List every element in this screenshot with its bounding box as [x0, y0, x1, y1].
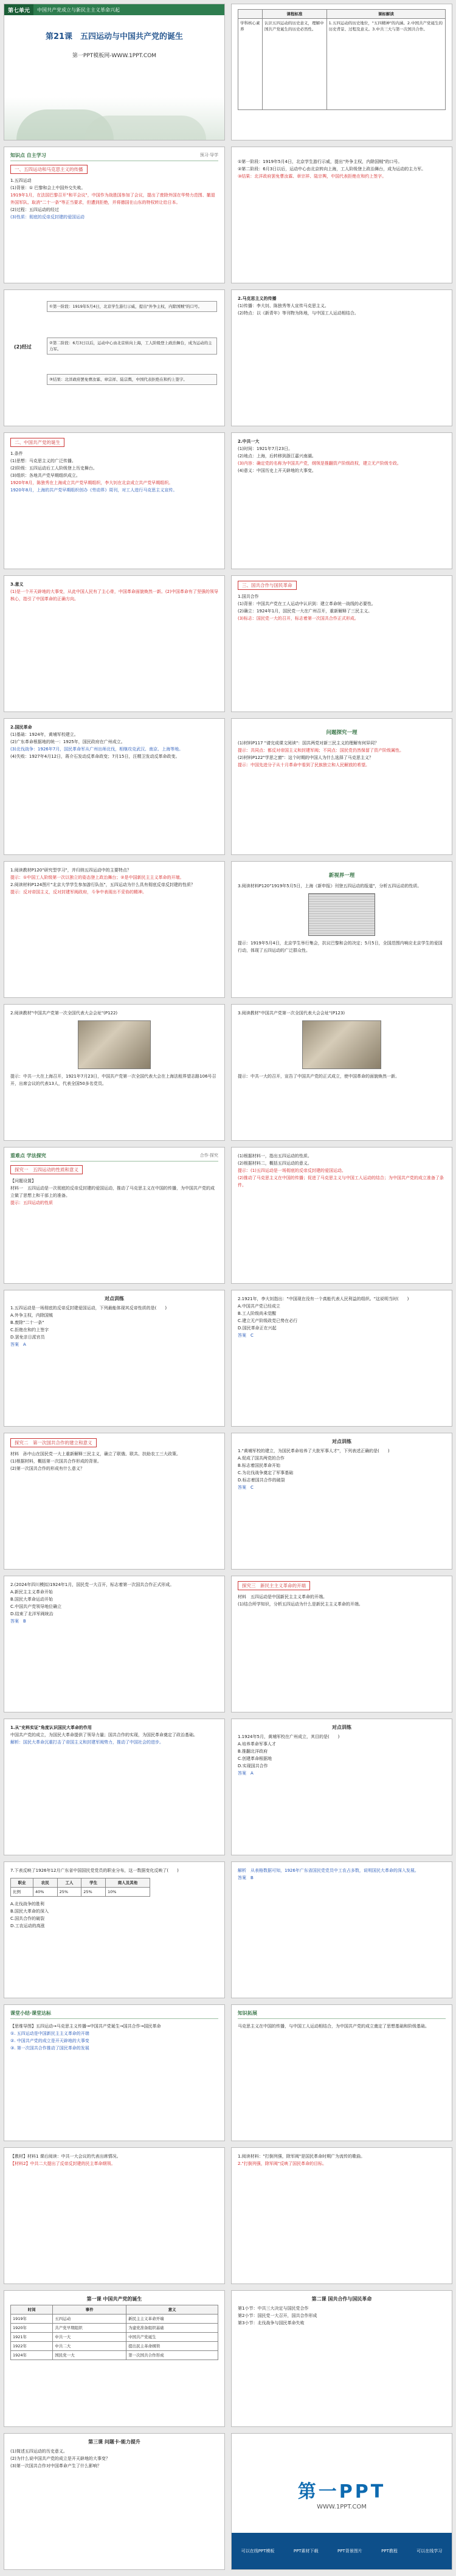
- table-row: [11, 2315, 218, 2324]
- row-17: [0, 2290, 456, 2427]
- summary-head-title: 课堂小结·课堂达标: [10, 2010, 52, 2016]
- revolution-slide: [4, 718, 225, 855]
- practice-q1-opt-d[interactable]: D.罢免亲日派官员: [10, 1335, 45, 1340]
- row-read: 1.五四运动的历史地位，"五四精神"的内涵。2.中国共产党诞生的历史背景、过程及意义。3.中共三大与第一次国共合作。: [326, 19, 445, 110]
- ex4-item-1: 中国共产党的成立，为国民大革命提供了领导力量；国共合作的实现，为国民革命奠定了政治基础。: [10, 1733, 198, 1737]
- box-title-2: 二、中国共产党的诞生: [10, 438, 64, 447]
- newspaper-answer: 提示：1919年5月4日，北京学生举行集会，抗议巴黎和会的决定；5月5日，全国范围内响应北京学生的爱国行动，体现了五四运动的广泛群众性。: [238, 941, 443, 953]
- read-item-3: 提示：反对帝国主义，反对封建军阀政府，斗争中表现出不妥协的精神。: [10, 890, 147, 895]
- td-1: 40%: [33, 1888, 57, 1897]
- lesson3-head: 第三课 问题卡·能力提升: [88, 2439, 140, 2445]
- ex1r-item-2: 提示：(1)五四运动是一场彻底的反帝反封建的爱国运动。: [238, 1168, 346, 1173]
- l3-item-1: (2)为什么说中国共产党的成立是开天辟地的大事变？: [10, 2456, 110, 2461]
- ex1r-item-3: (2)推动了马克思主义在中国的传播；促进了马克思主义与中国工人运动的结合；为中国共产党的成立准备了条件。: [238, 1175, 444, 1188]
- ex4-item-2: 解析：国民大革命沉重打击了帝国主义和封建军阀势力，推动了中国社会的进步。: [10, 1740, 164, 1745]
- practice-slide-5: [231, 1719, 452, 1855]
- meaning-slide: [4, 575, 225, 712]
- explore-slide-4: [4, 1719, 225, 1855]
- practice-slide-3: [231, 1433, 452, 1570]
- extension-slide: [231, 2004, 452, 2141]
- summary2-slide: [4, 2147, 225, 2284]
- p5-opt-d[interactable]: D.实现国共合作: [238, 1764, 268, 1768]
- site-slide-1: [4, 1004, 225, 1141]
- p4-opt-a[interactable]: A.新民主主义革命开始: [10, 1590, 53, 1594]
- th-1: 农民: [33, 1878, 57, 1888]
- q-item-1: 提示：共同点：都反对帝国主义和封建军阀；不同点：国民党仍然保留了资产阶级属性。: [238, 748, 404, 753]
- l2-item-1: 第2小节：国民党一大召开，国共合作形成: [238, 2313, 317, 2318]
- ex4-item-0: 1.从"史料实证"角度认识国民大革命的作用: [10, 1725, 92, 1730]
- knowledge-slide-1b: [231, 147, 452, 283]
- explore-slide-3: [231, 1576, 452, 1712]
- cpc1-title: 2.中共一大: [238, 439, 260, 444]
- k3-item-3: (3)组织：各地共产党早期组织成立。: [10, 473, 80, 478]
- box-title: 一、五四运动和马克思主义的传播: [10, 165, 88, 174]
- practice-slide-2: [231, 1290, 452, 1427]
- practice-q1: 1.五四运动是一场彻底的反帝反封建爱国运动，下列最能体现其反帝性质的是( ): [10, 1306, 167, 1311]
- rev-item-0: (1)基础：1924年，黄埔军校建立。: [10, 732, 78, 737]
- p5-item-0: 1.1924年5月，黄埔军校在广州成立，其目的是( ): [238, 1734, 340, 1739]
- lesson2-head: 第二课 国共合作与国民革命: [311, 2296, 372, 2302]
- ex2-item-0: 材料 孙中山在国民党一大上重新解释三民主义，确立了联俄、联共、扶助农工三大政策。: [10, 1452, 181, 1456]
- row-16: [0, 2147, 456, 2284]
- extension-head: [238, 2010, 446, 2019]
- explore-head-sub: 合作·探究: [199, 1153, 218, 1158]
- marxism-slide: [231, 289, 452, 426]
- occupation-table: [10, 1878, 150, 1897]
- ex1r-item-1: (2)根据材料二，概括五四运动的意义。: [238, 1161, 312, 1166]
- explore3-box: 探究三 新民主主义革命的开端: [238, 1581, 310, 1590]
- k1-item-0: 1.五四运动: [10, 178, 32, 183]
- p3-opt-b[interactable]: B.标志着国民革命开始: [238, 1463, 281, 1468]
- sum-item-2: ②. 中国共产党的成立是开天辟地的大事变: [10, 2038, 89, 2043]
- rev-item-3: (4)失败：1927年4月12日，蒋介石发动反革命政变；7月15日，汪精卫发动反革命政变。: [10, 754, 180, 759]
- mind-node-2: ③结果：北洋政府罢免曹汝霖、章宗祥、陆宗舆，中国代表拒绝在和约上签字。: [47, 374, 217, 385]
- k2-line-0: ①第一阶段：1919年5月4日，北京学生游行示威，提出"外争主权，内除国贼"的口号。: [238, 159, 402, 164]
- row-std: 认识五四运动的历史意义，理解中国共产党诞生的历史必然性。: [263, 19, 327, 110]
- ex2-item-2: (2)第一次国共合作的形成有什么意义？: [10, 1466, 85, 1471]
- newspaper-text: 3.阅读材料P120"1919年5月5日，上海《新申报》刊登五四运动的报道"，分析五四运动的性质。: [238, 884, 422, 888]
- l1-th-1: 事件: [53, 2305, 126, 2315]
- lesson2-slide: [231, 2290, 452, 2427]
- td-4: 10%: [105, 1888, 150, 1897]
- unit-text: 中国共产党成立与新民主主义革命兴起: [37, 7, 120, 13]
- sum2-item-0: 【教材】材料1 课后阅读：中共一大会议的代表出席情况。: [10, 2154, 121, 2159]
- standards-slide: [231, 4, 452, 140]
- sum2b-item-1: 2."打倒列强，除军阀"反映了国民革命的目标。: [238, 2161, 327, 2166]
- row-2: [0, 147, 456, 283]
- k1-item-3: (2)过程：五四运动的经过: [10, 207, 59, 212]
- table-row: [11, 2333, 218, 2342]
- col-blank: [238, 10, 263, 19]
- row-5: [0, 575, 456, 712]
- k3-item-0: 1.条件: [10, 451, 23, 456]
- lesson1-table: [10, 2305, 218, 2360]
- p5-opt-c[interactable]: C.创建革命根据地: [238, 1756, 272, 1761]
- row-4: [0, 432, 456, 569]
- l1-th-0: 时间: [11, 2305, 53, 2315]
- row-8: [0, 1004, 456, 1141]
- l3-item-0: (1)简述五四运动的历史意义。: [10, 2449, 67, 2454]
- k2-line-2: ③结果：北洋政府罢免曹汝霖、章宗祥、陆宗舆，中国代表拒绝在和约上签字。: [238, 174, 387, 179]
- td-0: 比例: [11, 1888, 33, 1897]
- lesson1-table-slide: [4, 2290, 225, 2427]
- site1-text: 2.阅读教材"中国共产党第一次全国代表大会会址"(P122): [10, 1011, 118, 1016]
- p3-item-0: 1."黄埔军校的建立，为国民革命培养了大批军事人才"，下列表述正确的是( ): [238, 1449, 390, 1453]
- ta-item-1: 答案 B: [238, 1875, 254, 1880]
- cover-decoration: [4, 97, 224, 140]
- ex1-item-0: 【问题设置】: [10, 1179, 36, 1183]
- extension-text: 马克思主义在中国的传播，与中国工人运动相结合，为中国共产党的成立奠定了思想基础和阶级基础。: [238, 2024, 429, 2029]
- row-1: [0, 4, 456, 140]
- l3-item-2: (3)第一次国共合作对中国革命产生了什么影响？: [10, 2463, 102, 2468]
- ex1-item-1: 材料一 五四运动是一次彻底的反帝反封建的爱国运动，推动了马克思主义在中国的传播，为中国共产党的成立做了思想上和干部上的准备。: [10, 1186, 215, 1198]
- box-title-3: 三、国共合作与国民革命: [238, 581, 297, 590]
- read-item-0: 1.阅读教材P120"研究型学习"，并归纳五四运动中的主要特点？: [10, 868, 131, 873]
- mind-node-1: ②第二阶段：6月3日以后，运动中心由北京转向上海，工人阶级登上政治舞台，成为运动的主力军。: [47, 338, 217, 355]
- explore-slide-1b: [231, 1147, 452, 1284]
- mind-slide: [4, 289, 225, 426]
- q-item-0: (1)材料P117 "请完成课文阅读"：国共两党对新三民主义的理解有何异同？: [238, 741, 379, 746]
- sum2-item-1: 【材料2】中共二大提出了反帝反封建的民主革命纲领。: [10, 2161, 116, 2166]
- cpc1-item-1: (2)地点：上海，后转移到浙江嘉兴南湖。: [238, 454, 316, 459]
- cell: 第一次国共合作形成: [126, 2351, 218, 2360]
- cell: 提出民主革命纲领: [126, 2342, 218, 2351]
- ex1-item-2: 提示：五四运动的性质: [10, 1200, 53, 1205]
- site2-text: 3.阅读教材"中国共产党第一次全国代表大会会址"(P123): [238, 1011, 345, 1016]
- rev-item-2: (3)北伐战争：1926年7月，国民革命军从广州出师北伐，相继攻克武汉、南京、上海等地。: [10, 747, 184, 752]
- marxism-item-1: (2)特点：以《新青年》等刊物为阵地，与中国工人运动相结合。: [238, 311, 359, 316]
- lesson1-head: 第一课 中国共产党的诞生: [86, 2296, 142, 2302]
- lesson3-slide: [4, 2433, 225, 2570]
- cell: 中共一大: [53, 2333, 126, 2342]
- sum2b-item-0: 1.阅读材料："打倒列强，除军阀"是国民革命时期广为流传的歌曲。: [238, 2154, 365, 2159]
- site1-image: [78, 1020, 151, 1069]
- rev-item-1: (2)广东革命根据地的统一：1925年，国民政府在广州成立。: [10, 739, 125, 744]
- ppt-link[interactable]: 第一PPT模板网-WWW.1PPT.COM: [72, 53, 157, 59]
- question-slide: [231, 718, 452, 855]
- explore-slide-1: [4, 1147, 225, 1284]
- practice-q1-opt-c[interactable]: C.拒绝在和约上签字: [10, 1328, 49, 1332]
- q-item-3: 提示：中国先进分子从十月革命中看到了民族独立和人民解放的希望。: [238, 763, 370, 767]
- tq-opt-a[interactable]: A.北伐战争的胜利: [10, 1902, 44, 1906]
- cell: 五四运动: [53, 2315, 126, 2324]
- l1-th-2: 意义: [126, 2305, 218, 2315]
- summary-slide: [4, 2004, 225, 2141]
- row-11: [0, 1433, 456, 1570]
- coop-item-3: (3)标志：国民党一大的召开，标志着第一次国共合作正式形成。: [238, 616, 359, 621]
- section-sub: 预习·导学: [199, 153, 218, 158]
- cpc1-item-0: (1)时间：1921年7月23日。: [238, 446, 293, 451]
- p4-opt-d[interactable]: D.结束了北洋军阀统治: [10, 1612, 54, 1616]
- cpc1-slide: [231, 432, 452, 569]
- summary2b-slide: [231, 2147, 452, 2284]
- p3-opt-a[interactable]: A.促成了国共两党的合作: [238, 1456, 285, 1461]
- question-title: 问题探究一理: [326, 730, 358, 736]
- practice5-head: 对点训练: [332, 1725, 351, 1730]
- p3-opt-d[interactable]: D.标志着国共合作的破裂: [238, 1478, 285, 1483]
- col-standard: 课程标准: [263, 10, 327, 19]
- cell: 新民主主义革命开端: [126, 2315, 218, 2324]
- footer-link-4[interactable]: 可以在线学习: [416, 2549, 443, 2553]
- lesson-title: 第21课 五四运动与中国共产党的诞生: [45, 32, 184, 41]
- practice-q2-opt-d[interactable]: D.国民革命正在兴起: [238, 1326, 277, 1331]
- practice-head: 对点训练: [105, 1296, 124, 1301]
- cooperation-slide: [231, 575, 452, 712]
- cover-slide: [4, 4, 225, 140]
- meaning-text: (1)是一个开天辟地的大事变，从此中国人民有了主心骨，中国革命面貌焕然一新。(2)中国革命有了坚强的领导核心，指引了中国革命的正确方向。: [10, 589, 218, 601]
- explore2-box: 探究二 第一次国共合作的建立和意义: [10, 1438, 97, 1447]
- p3-opt-c[interactable]: C.为北伐战争奠定了军事基础: [238, 1470, 294, 1475]
- q-item-2: (2)材料P122"学思之窗"：这个时期的中国人为什么选择了马克思主义？: [238, 755, 373, 760]
- explore-slide-2: [4, 1433, 225, 1570]
- p5-opt-a[interactable]: A.培养革命军事人才: [238, 1742, 276, 1747]
- brand-logo: 第一PPT: [297, 2481, 386, 2502]
- th-3: 学生: [81, 1878, 106, 1888]
- cell: 中共二大: [53, 2342, 126, 2351]
- row-12: [0, 1576, 456, 1712]
- row-15: [0, 2004, 456, 2141]
- explore-head: [10, 1152, 218, 1162]
- cpc1-item-2: (3)内容：确定党的名称为中国共产党，纲领是推翻资产阶级政权，建立无产阶级专政。: [238, 461, 401, 466]
- knowledge-slide-1: [4, 147, 225, 283]
- brand-slide: [231, 2433, 452, 2570]
- k1-item-2: 1919年1月，在法国巴黎召开"和平会议"，中国作为战胜国参加了会议，提出了废除外国在华势力范围、撤退外国军队、取消"二十一条"等正当要求，但遭到拒绝，并将德国在山东的特权转让给日本。: [10, 193, 215, 205]
- marxism-item-0: (1)传播：李大钊、陈独秀等人宣传马克思主义。: [238, 303, 329, 308]
- k2-line-1: ②第二阶段：6月3日以后，运动中心由北京转向上海，工人阶级登上政治舞台，成为运动的主力军。: [238, 167, 426, 171]
- cell: 1919年: [11, 2315, 53, 2324]
- table-row: [11, 2351, 218, 2360]
- row-18: [0, 2433, 456, 2570]
- footer-link-0[interactable]: 可以在线PPT模板: [241, 2549, 275, 2553]
- tq-title: 7.下表反映了1926年12月广东省中国国民党党员的职业分布，这一数据变化反映了( ): [10, 1868, 179, 1873]
- cell: 1920年: [11, 2324, 53, 2333]
- col-reading: 课标解读: [326, 10, 445, 19]
- footer-link-2[interactable]: PPT背景图片: [337, 2549, 362, 2553]
- explore-head-title: 重难点 学法探究: [10, 1153, 46, 1158]
- practice-q2-opt-b[interactable]: B.工人阶级尚未觉醒: [238, 1311, 277, 1316]
- party-slide: [4, 432, 225, 569]
- cell: 共产党早期组织: [53, 2324, 126, 2333]
- row-label: 学科核心素养: [238, 19, 263, 110]
- k3-item-5: 1920年8月，上海的共产党早期组织创办《劳动界》周刊，对工人进行马克思主义宣传。: [10, 488, 178, 493]
- practice-q2-opt-a[interactable]: A.中国共产党已经成立: [238, 1304, 280, 1309]
- k3-item-4: 1920年8月，陈独秀在上海成立共产党早期组织，李大钊在北京成立共产党早期组织。: [10, 480, 173, 485]
- practice-q1-opt-b[interactable]: B.废除"二十一条": [10, 1320, 44, 1325]
- footer-link-1[interactable]: PPT素材下载: [293, 2549, 319, 2553]
- k3-item-2: (2)阶级：五四运动后工人阶级登上历史舞台。: [10, 466, 97, 471]
- site2-answer: 提示：中共一大的召开，宣告了中国共产党的正式成立，使中国革命的面貌焕然一新。: [238, 1074, 399, 1079]
- practice-slide-4: [4, 1576, 225, 1712]
- practice-slide-1: [4, 1290, 225, 1427]
- sum-item-0: 【思维导图】五四运动→马克思主义传播→中国共产党诞生→国共合作→国民革命: [10, 2024, 161, 2029]
- brand-url[interactable]: WWW.1PPT.COM: [317, 2504, 367, 2510]
- read-item-2: 2.阅读材料P124图片"北京大学学生参加游行队伍"，五四运动为什么具有彻底反帝反封建的性质？: [10, 882, 195, 887]
- p4-item-0: 2.(2024年四川模拟)1924年1月，国民党一大召开，标志着第一次国共合作正式形成。: [10, 1582, 174, 1587]
- td-3: 25%: [81, 1888, 106, 1897]
- row-10: [0, 1290, 456, 1427]
- extension-head-title: 知识拓展: [238, 2010, 257, 2016]
- mind-map: [10, 295, 218, 404]
- k3-item-1: (1)思想：马克思主义的广泛传播。: [10, 459, 76, 463]
- footer-band: [232, 2533, 452, 2569]
- p4-opt-c[interactable]: C.中国共产党领导地位确立: [10, 1604, 62, 1609]
- coop-item-1: (1)背景：中国共产党在工人运动中认识到：建立革命统一战线的必要性。: [238, 601, 376, 606]
- section-title: 知识点 自主学习: [10, 153, 46, 158]
- td-2: 25%: [57, 1888, 81, 1897]
- ex3-item-1: (1)结合所学知识，分析五四运动为什么是新民主主义革命的开端。: [238, 1602, 363, 1607]
- p3-answer: 答案 C: [238, 1485, 254, 1490]
- section-head: [10, 152, 218, 161]
- reading-slide: [4, 861, 225, 998]
- cell: 1921年: [11, 2333, 53, 2342]
- ta-item-0: 解析 从表格数据可知，1926年广东省国民党党员中工农占多数，说明国民大革命的深入发展。: [238, 1868, 419, 1873]
- mind-node-0: ①第一阶段：1919年5月4日，北京学生游行示威，提出"外争主权，内除国贼"的口号。: [47, 301, 217, 312]
- footer-link-3[interactable]: PPT教程: [381, 2549, 398, 2553]
- p4-opt-b[interactable]: B.国民大革命运动开始: [10, 1597, 54, 1602]
- table-question-slide: [4, 1861, 225, 1998]
- practice-q1-answer: 答案 A: [10, 1342, 26, 1347]
- standards-table: [238, 9, 446, 110]
- cell: 1922年: [11, 2342, 53, 2351]
- cpc1-item-3: (4)意义：中国历史上开天辟地的大事变。: [238, 468, 316, 473]
- practice-q2-answer: 答案 C: [238, 1333, 254, 1338]
- k1-item-1: (1)背景：① 巴黎和会上中国外交失败。: [10, 185, 86, 190]
- table-row: [11, 2342, 218, 2351]
- mind-center: (2)经过: [14, 344, 32, 350]
- unit-tag: 第七单元: [4, 4, 33, 15]
- practice-q2-opt-c[interactable]: C.建立无产阶级政党已势在必行: [238, 1318, 298, 1323]
- th-0: 职业: [11, 1878, 33, 1888]
- meaning-title: 3.意义: [10, 582, 24, 587]
- th-2: 工人: [57, 1878, 81, 1888]
- cell: 中国共产党诞生: [126, 2333, 218, 2342]
- ex2-item-1: (1)根据材料，概括第一次国共合作形成的背景。: [10, 1459, 102, 1464]
- revolution-title: 2.国民革命: [10, 725, 32, 730]
- coop-item-0: 1.国共合作: [238, 594, 259, 599]
- row-7: [0, 861, 456, 998]
- cell: 国民党一大: [53, 2351, 126, 2360]
- newspaper-image: [308, 893, 375, 936]
- table-answer-slide: [231, 1861, 452, 1998]
- tq-opt-c[interactable]: C.国共合作的破裂: [10, 1916, 45, 1921]
- coop-item-2: (2)确立：1924年1月，国民党一大在广州召开，重新解释了三民主义。: [238, 609, 373, 614]
- read-item-1: 提示：①中国工人阶级第一次以独立的姿态登上政治舞台；②是中国新民主主义革命的开端。: [10, 875, 184, 880]
- row-14: [0, 1861, 456, 1998]
- newspaper-title: 新视界一理: [328, 873, 355, 879]
- unit-bar: [4, 4, 224, 15]
- practice-q2: 2.1921年，李大钊指出："中国现在没有一个真能代表人民利益的组织。"这说明当时( ): [238, 1297, 409, 1301]
- cell: 1924年: [11, 2351, 53, 2360]
- row-13: [0, 1719, 456, 1855]
- ex3-item-0: 材料 五四运动是中国新民主主义革命的开端。: [238, 1594, 327, 1599]
- l2-item-2: 第3小节：北伐战争与国民革命失败: [238, 2321, 305, 2325]
- site1-answer: 提示：中共一大在上海召开，1921年7月23日，中国共产党第一次全国代表大会在上海法租界望志路106号召开，出席会议的代表13人，代表全国50多名党员。: [10, 1074, 216, 1086]
- p5-opt-b[interactable]: B.推翻北洋政府: [238, 1749, 268, 1754]
- site-slide-2: [231, 1004, 452, 1141]
- site2-image: [302, 1020, 381, 1069]
- practice-q1-opt-a[interactable]: A.外争主权，内除国贼: [10, 1313, 53, 1318]
- table-row: [11, 2324, 218, 2333]
- marxism-title: 2.马克思主义的传播: [238, 296, 277, 301]
- sum-item-1: ①. 五四运动是中国新民主主义革命的开端: [10, 2031, 89, 2036]
- l2-item-0: 第1小节：中共三大决定与国民党合作: [238, 2306, 309, 2311]
- sum-item-3: ③. 第一次国共合作推动了国民革命的发展: [10, 2046, 89, 2051]
- th-4: 商人及其他: [105, 1878, 150, 1888]
- row-3: [0, 289, 456, 426]
- p5-answer: 答案 A: [238, 1771, 254, 1776]
- summary-head: [10, 2010, 218, 2019]
- k1-item-4: (3)性质：彻底的反帝反封建的爱国运动: [10, 215, 85, 220]
- newspaper-slide: [231, 861, 452, 998]
- tq-opt-d[interactable]: D.工农运动的高涨: [10, 1923, 45, 1928]
- ex1r-item-0: (1)根据材料一，指出五四运动的性质。: [238, 1154, 312, 1158]
- cell: 为建党准备组织基础: [126, 2324, 218, 2333]
- practice3-head: 对点训练: [332, 1439, 351, 1444]
- row-9: [0, 1147, 456, 1284]
- p4-answer: 答案 B: [10, 1619, 26, 1624]
- tq-opt-b[interactable]: B.国民大革命的深入: [10, 1909, 49, 1914]
- row-6: [0, 718, 456, 855]
- explore-box: 探究一 五四运动的性质和意义: [10, 1165, 83, 1174]
